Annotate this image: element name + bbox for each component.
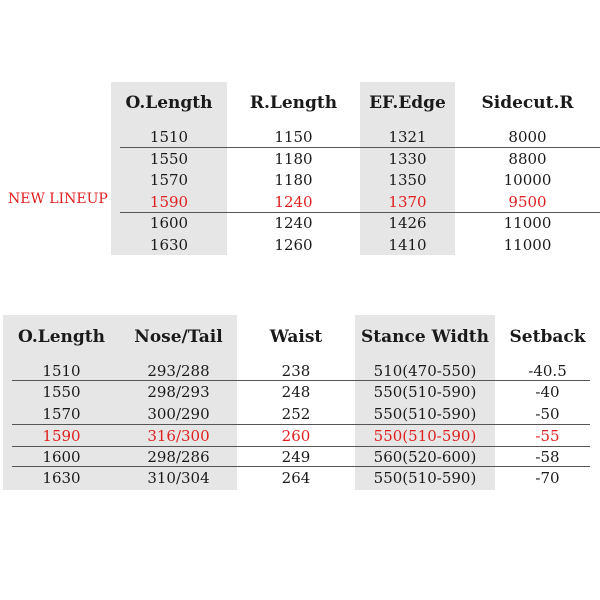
table-cell: 10000 xyxy=(503,171,552,189)
table-cell: 1570 xyxy=(42,405,81,423)
table-cell: 1550 xyxy=(149,150,189,168)
column-header: EF.Edge xyxy=(369,93,446,113)
table-cell: 1350 xyxy=(388,171,427,189)
table-cell: 8000 xyxy=(508,128,547,146)
table-cell: 1600 xyxy=(149,214,189,232)
table-cell: 1260 xyxy=(274,236,313,254)
table-cell: 1240 xyxy=(274,214,313,232)
table-cell: 298/286 xyxy=(147,448,210,466)
table-cell: 560(520-600) xyxy=(373,448,477,466)
table-cell: 1510 xyxy=(149,128,189,146)
table-cell: 1630 xyxy=(149,236,189,254)
column-header: R.Length xyxy=(249,93,338,113)
table-cell: 1240 xyxy=(274,193,313,211)
table-cell: -58 xyxy=(535,448,560,466)
table-cell: 1330 xyxy=(388,150,427,168)
table-cell: 293/288 xyxy=(147,362,210,380)
table-cell: 1600 xyxy=(42,448,81,466)
table-cell: 1180 xyxy=(274,171,313,189)
table-cell: 1410 xyxy=(388,236,427,254)
table-cell: 300/290 xyxy=(147,405,210,423)
table-cell: -50 xyxy=(535,405,560,423)
table-cell: 9500 xyxy=(508,193,547,211)
column-header: Waist xyxy=(269,327,323,347)
table-cell: 1180 xyxy=(274,150,313,168)
new-lineup-label: NEW LINEUP xyxy=(8,191,108,207)
column-header: Stance Width xyxy=(361,327,489,347)
table-cell: -40 xyxy=(535,383,560,401)
table-cell: 1150 xyxy=(274,128,313,146)
row-divider xyxy=(120,147,600,148)
table-cell: 550(510-590) xyxy=(373,469,477,487)
table-cell: 310/304 xyxy=(147,469,210,487)
table-cell: 11000 xyxy=(503,214,552,232)
table-cell: 238 xyxy=(281,362,311,380)
column-header: Nose/Tail xyxy=(134,327,223,347)
table-cell: 248 xyxy=(281,383,311,401)
table-cell: 249 xyxy=(281,448,311,466)
row-divider xyxy=(12,424,590,425)
table-cell: 298/293 xyxy=(147,383,210,401)
column-header: Setback xyxy=(509,327,586,347)
table-cell: 1590 xyxy=(42,427,81,445)
table-cell: 510(470-550) xyxy=(373,362,477,380)
table-cell: 550(510-590) xyxy=(373,383,477,401)
table-cell: 316/300 xyxy=(147,427,210,445)
column-header: O.Length xyxy=(125,93,213,113)
table-cell: 1321 xyxy=(388,128,427,146)
table-cell: 550(510-590) xyxy=(373,427,477,445)
table-cell: 252 xyxy=(281,405,311,423)
table-cell: 1630 xyxy=(42,469,81,487)
table-cell: 8800 xyxy=(508,150,547,168)
table-cell: 11000 xyxy=(503,236,552,254)
table-cell: -55 xyxy=(535,427,560,445)
column-header: Sidecut.R xyxy=(481,93,574,113)
table-cell: 550(510-590) xyxy=(373,405,477,423)
table-cell: -70 xyxy=(535,469,560,487)
table-cell: 1370 xyxy=(388,193,427,211)
table-cell: 1426 xyxy=(388,214,427,232)
table-cell: 260 xyxy=(281,427,311,445)
table-cell: 264 xyxy=(281,469,311,487)
table-cell: 1550 xyxy=(42,383,81,401)
table-cell: 1510 xyxy=(42,362,81,380)
table-cell: -40.5 xyxy=(528,362,567,380)
table-cell: 1590 xyxy=(149,193,189,211)
column-header: O.Length xyxy=(18,327,105,347)
table-cell: 1570 xyxy=(149,171,189,189)
